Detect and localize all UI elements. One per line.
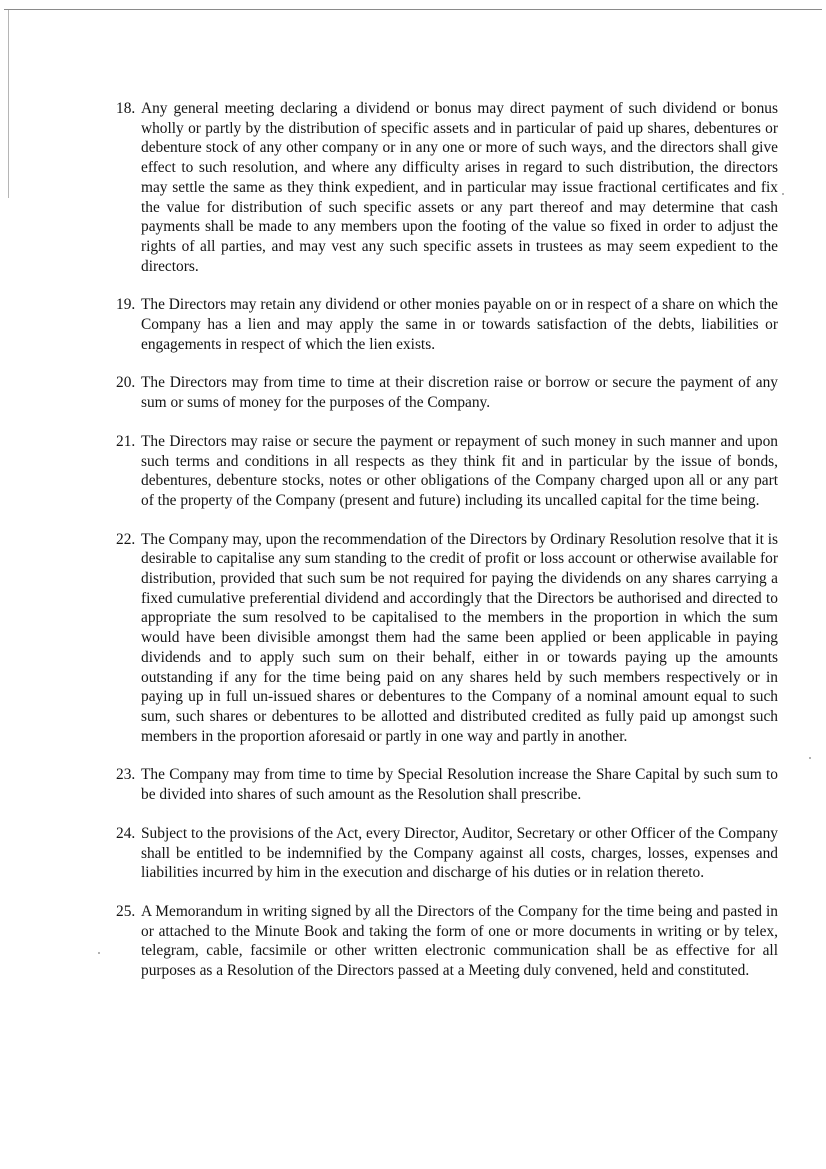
clause-20 — [116, 373, 778, 412]
clause-23 — [116, 765, 778, 804]
clause-text: Any general meeting declaring a dividend or bonus may direct payment of such dividend or bonus wholly or partly by the distribution of specific assets and in particular of paid up shares, debentures or debenture stock of any other company or in any one or more of such ways, and the directors shall give effect to such resolution, and where any difficulty arises in regard to such distribution, the directors may settle the same as they think expedient, and in particular may issue fractional certificates and fix the value for distribution of such specific assets or any part thereof and may determine that cash payments shall be made to any members upon the footing of the value so fixed in order to adjust the rights of all parties, and may vest any such specific assets in trustees as may seem expedient to the directors. — [141, 100, 778, 275]
clause-number: 20. — [116, 374, 136, 392]
clause-text: A Memorandum in writing signed by all the Directors of the Company for the time being and pasted in or attached to the Minute Book and taking the form of one or more documents in writing or by telex, telegram, cable, facsimile or other written electronic communication shall be as effective for all purposes as a Resolution of the Directors passed at a Meeting duly convened, held and constituted. — [141, 902, 778, 980]
clause-number: 23. — [116, 766, 136, 784]
clause-19 — [116, 295, 778, 354]
clause-18 — [116, 99, 778, 276]
clause-number: 19. — [116, 296, 136, 314]
clause-22 — [116, 530, 778, 747]
scan-speck — [809, 757, 811, 759]
scan-edge-left — [8, 10, 9, 198]
scan-edge-top — [4, 9, 822, 10]
clause-number: 22. — [116, 530, 136, 548]
clause-number: 18. — [116, 100, 136, 117]
clause-number: 21. — [116, 432, 136, 450]
clause-text: The Directors may from time to time at their discretion raise or borrow or secure the payment of any sum or sums of money for the purposes of the Company. — [141, 374, 778, 412]
clause-text: The Company may, upon the recommendation of the Directors by Ordinary Resolution resolve that it is desirable to capitalise any sum standing to the credit of profit or loss account or otherwise available for distribution, provided that such sum be not required for paying the dividends on any shares carrying a fixed cumulative preferential dividend and accordingly that the Directors be authorised and directed to appropriate the sum resolved to be capitalised to the members in the proportion in which the sum would have been divisible amongst them had the same been applied or been applicable in paying dividends and to apply such sum on their behalf, either in or towards paying up the amounts outstanding if any for the time being paid on any shares held by such members respectively or in paying up in full un-issued shares or debentures to the Company of a nominal amount equal to such sum, such shares or debentures to be allotted and distributed credited as fully paid up amongst such members in the proportion aforesaid or partly in one way and partly in another. — [141, 530, 778, 745]
clause-21 — [116, 432, 778, 511]
clause-number: 25. — [116, 902, 136, 920]
clause-text: Subject to the provisions of the Act, every Director, Auditor, Secretary or other Officer of the Company shall be entitled to be indemnified by the Company against all costs, charges, losses, expenses and liabilities incurred by him in the execution and discharge of his duties or in relation thereto. — [141, 824, 778, 882]
scan-speck — [98, 952, 100, 954]
clause-24 — [116, 824, 778, 883]
clause-text: The Company may from time to time by Special Resolution increase the Share Capital by such sum to be divided into shares of such amount as the Resolution shall prescribe. — [141, 766, 778, 804]
clause-text: The Directors may retain any dividend or other monies payable on or in respect of a share on which the Company has a lien and may apply the same in or towards satisfaction of the debts, liabilities or engagements in respect of which the lien exists. — [141, 296, 778, 353]
scan-speck — [782, 193, 784, 195]
clause-text: The Directors may raise or secure the payment or repayment of such money in such manner and upon such terms and conditions in all respects as they think fit and in particular by the issue of bonds, debentures, debenture stocks, notes or other obligations of the Company charged upon all or any part of the property of the Company (present and future) including its uncalled capital for the time being. — [141, 432, 778, 509]
clause-25 — [116, 902, 778, 981]
document-body — [116, 99, 778, 1000]
clause-number: 24. — [116, 824, 136, 842]
